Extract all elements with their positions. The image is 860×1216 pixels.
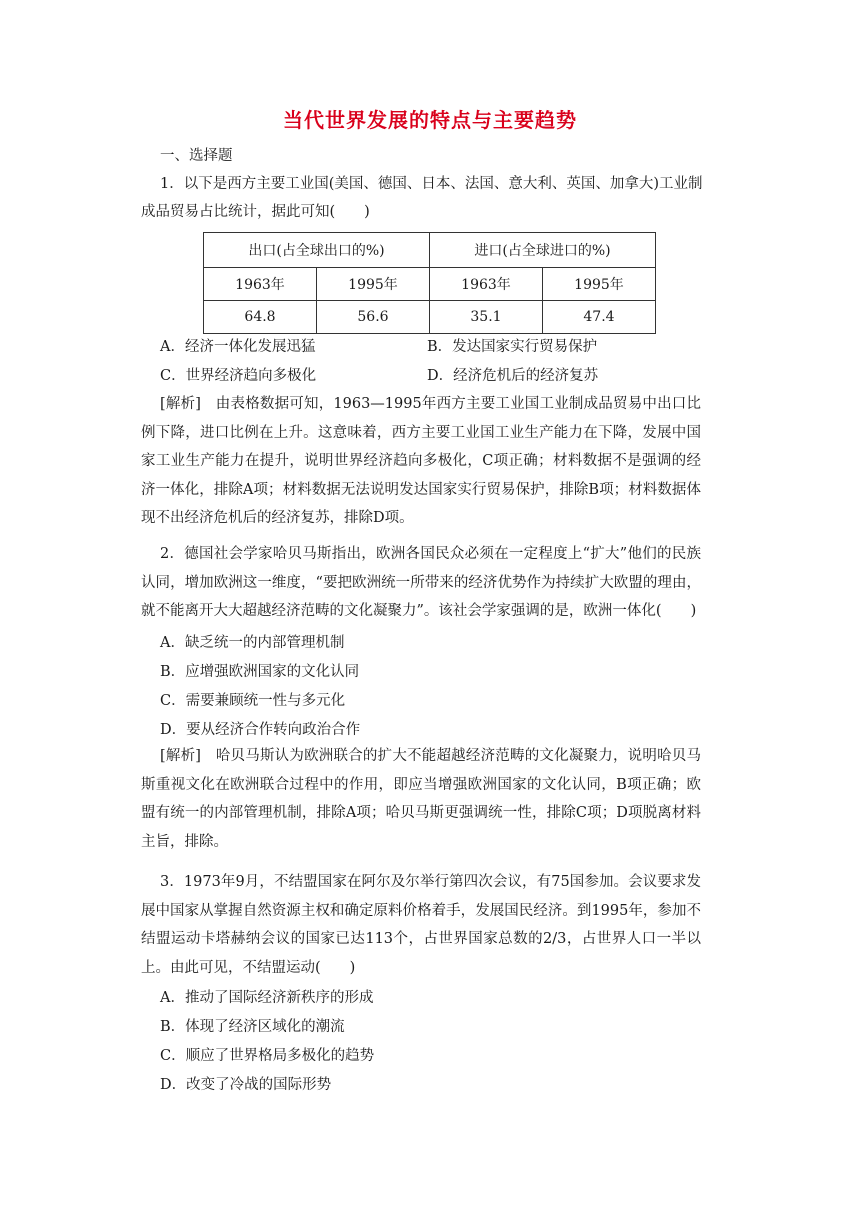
section-heading: 一、选择题 xyxy=(160,148,233,164)
q1-option-c: C．世界经济趋向多极化 xyxy=(160,368,317,384)
q1-option-d: D．经济危机后的经济复苏 xyxy=(427,368,599,384)
table-year-cell: 1963年 xyxy=(429,268,542,301)
q3-option-d: D．改变了冷战的国际形势 xyxy=(160,1077,332,1093)
table-year-cell: 1995年 xyxy=(542,268,655,301)
q2-option-a: A．缺乏统一的内部管理机制 xyxy=(160,635,345,651)
q3-option-c: C．顺应了世界格局多极化的趋势 xyxy=(160,1048,375,1064)
table-year-cell: 1995年 xyxy=(316,268,429,301)
q1-option-a: A．经济一体化发展迅猛 xyxy=(160,339,316,355)
table-value-cell: 35.1 xyxy=(429,301,542,334)
q1-trade-table xyxy=(203,232,656,334)
table-value-cell: 64.8 xyxy=(204,301,317,334)
q2-analysis: [解析] 哈贝马斯认为欧洲联合的扩大不能超越经济范畴的文化凝聚力，说明哈贝马斯重视文化在欧洲联合过程中的作用，即应当增强欧洲国家的文化认同，B项正确；欧盟有统一的内部管理机制，排除A项；哈贝马斯更强调统一性，排除C项；D项脱离材料主旨，排除。 xyxy=(141,748,701,850)
q3-stem: 3．1973年9月，不结盟国家在阿尔及尔举行第四次会议，有75国参加。会议要求发展中国家从掌握自然资源主权和确定原料价格着手，发展国民经济。到1995年，参加不结盟运动卡塔赫纳会议的国家已达113个，占世界国家总数的2/3，占世界人口一半以上。由此可见，不结盟运动( ) xyxy=(141,874,701,976)
q2-option-c: C．需要兼顾统一性与多元化 xyxy=(160,693,346,709)
q1-stem-line1: 1．以下是西方主要工业国(美国、德国、日本、法国、意大利、英国、加拿大)工业制 xyxy=(160,176,703,192)
table-year-cell: 1963年 xyxy=(204,268,317,301)
table-value-cell: 56.6 xyxy=(316,301,429,334)
q3-option-a: A．推动了国际经济新秩序的形成 xyxy=(160,990,374,1006)
table-header-export: 出口(占全球出口的%) xyxy=(204,233,430,268)
table-value-cell: 47.4 xyxy=(542,301,655,334)
q2-option-d: D．要从经济合作转向政治合作 xyxy=(160,722,361,738)
q3-option-b: B．体现了经济区域化的潮流 xyxy=(160,1019,345,1035)
q1-option-b: B．发达国家实行贸易保护 xyxy=(427,339,598,355)
q2-option-b: B．应增强欧洲国家的文化认同 xyxy=(160,664,360,680)
q2-stem: 2．德国社会学家哈贝马斯指出，欧洲各国民众必须在一定程度上“扩大”他们的民族认同，增加欧洲这一维度，“要把欧洲统一所带来的经济优势作为持续扩大欧盟的理由，就不能离开大大超越经济范畴的文化凝聚力”。该社会学家强调的是，欧洲一体化( ) xyxy=(141,546,701,619)
q1-stem-line2: 成品贸易占比统计，据此可知( ) xyxy=(141,204,370,220)
table-header-import: 进口(占全球进口的%) xyxy=(429,233,655,268)
page-title: 当代世界发展的特点与主要趋势 xyxy=(283,108,577,132)
q1-analysis: [解析] 由表格数据可知，1963—1995年西方主要工业国工业制成品贸易中出口比例下降，进口比例在上升。这意味着，西方主要工业国工业生产能力在下降，发展中国家工业生产能力在提升，说明世界经济趋向多极化，C项正确；材料数据不是强调的经济一体化，排除A项；材料数据无法说明发达国家实行贸易保护，排除B项；材料数据体现不出经济危机后的经济复苏，排除D项。 xyxy=(141,396,701,526)
